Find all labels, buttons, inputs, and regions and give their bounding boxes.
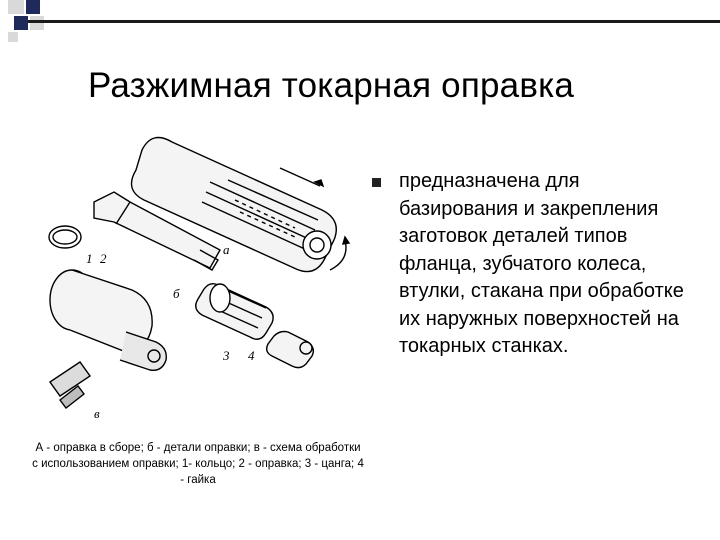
bullet-square-icon <box>372 178 381 187</box>
assembled-mandrel <box>132 138 350 272</box>
figure-caption: А - оправка в сборе; б - детали оправки; в - схема обработки с использованием оправки; 1- кольцо; 2 - оправка; 3 - цанга; 4 - гайка <box>32 442 364 486</box>
ring-part <box>49 226 81 248</box>
label-4: 4 <box>248 348 255 363</box>
header-rule <box>28 20 720 23</box>
label-a: а <box>223 242 230 257</box>
label-3: 3 <box>223 348 230 363</box>
collet-part <box>196 284 273 340</box>
slide-title: Разжимная токарная оправка <box>88 66 575 105</box>
mandrel-illustration <box>30 120 360 440</box>
label-1: 1 <box>86 251 93 266</box>
machining-scheme <box>50 270 166 408</box>
nut-part <box>267 332 314 368</box>
label-2: 2 <box>100 251 107 266</box>
corner-decoration <box>0 0 60 50</box>
bullet-item: предназначена для базирования и закрепления заготовок деталей типов фланца, зубчатого колеса, втулки, стакана при обработке их наружных поверхностей на токарных станках. <box>399 170 684 357</box>
label-v: в <box>94 406 100 421</box>
label-b: б <box>173 286 180 301</box>
